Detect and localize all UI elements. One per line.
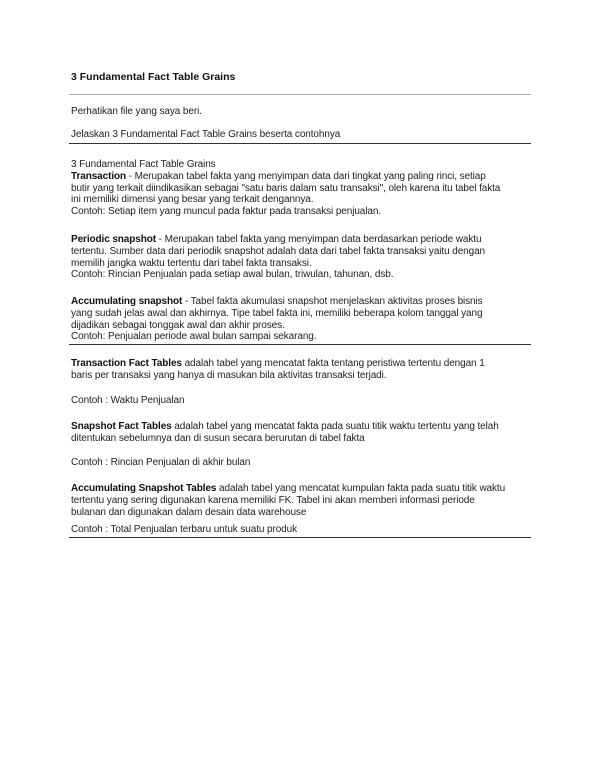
divider [69,94,531,95]
paragraph-line: ini memiliki dimensi yang besar yang terkait dengannya. [71,194,314,206]
paragraph-line: Transaction Fact Tables adalah tabel yang mencatat fakta tentang peristiwa tertentu dengan 1 [71,358,485,369]
term: Snapshot Fact Tables [71,421,172,432]
paragraph-line: bulanan dan digunakan dalam desain data warehouse [71,506,307,518]
page-title: 3 Fundamental Fact Table Grains [71,71,236,83]
paragraph-line: tertentu. Sumber data dari periodik snapshot adalah data dari tabel fakta transaksi yaitu dengan [71,245,486,257]
paragraph-line: Periodic snapshot - Merupakan tabel fakta yang menyimpan data berdasarkan periode waktu [71,234,482,245]
example-line: Contoh: Setiap item yang muncul pada faktur pada transaksi penjualan. [71,206,381,218]
paragraph-line: yang sudah jelas awal dan akhirnya. Tipe tabel fakta ini, memiliki beberapa kolom tanggal yang [71,307,483,319]
accumulating-snapshot-section [71,296,541,343]
paragraph-line: baris per transaksi yang hanya di masukan bila aktivitas transaksi terjadi. [71,369,387,381]
term: Transaction Fact Tables [71,358,182,369]
periodic-snapshot-section [71,234,541,281]
transaction-fact-tables-section [71,358,541,382]
prompt-text: Perhatikan file yang saya beri. [71,106,202,117]
paragraph-line: Snapshot Fact Tables adalah tabel yang mencatat fakta pada suatu titik waktu tertentu yang telah [71,421,499,432]
question-text: Jelaskan 3 Fundamental Fact Table Grains beserta contohnya [71,129,341,140]
term: Accumulating Snapshot Tables [71,483,217,494]
example-line: Contoh : Rincian Penjualan di akhir bulan [71,457,251,468]
paragraph-line: Accumulating snapshot - Tabel fakta akumulasi snapshot menjelaskan aktivitas proses bisnis [71,296,483,307]
paragraph-line: memilih jangka waktu tertentu dari tabel fakta transaksi. [71,257,312,269]
divider [69,537,531,538]
divider [69,344,531,345]
paragraph-line: dijadikan sebagai tonggak awal dan akhir proses. [71,319,285,331]
accumulating-snapshot-tables-section [71,483,541,518]
term: Accumulating snapshot [71,296,183,307]
example-line: Contoh: Rincian Penjualan pada setiap awal bulan, triwulan, tahunan, dsb. [71,269,394,281]
snapshot-fact-tables-section [71,421,541,445]
paragraph-line: Accumulating Snapshot Tables adalah tabel yang mencatat kumpulan fakta pada suatu titik waktu [71,483,506,494]
divider [69,143,531,144]
example-line: Contoh : Total Penjualan terbaru untuk suatu produk [71,524,297,535]
paragraph-line: Transaction - Merupakan tabel fakta yang menyimpan data dari tingkat yang paling rinci, setiap [71,170,486,182]
answer-1 [71,159,541,218]
paragraph-line: tertentu yang sering digunakan karena memiliki FK. Tabel ini akan memberi informasi periode [71,494,475,506]
answer-heading: 3 Fundamental Fact Table Grains [71,159,216,170]
term: Periodic snapshot [71,234,156,245]
paragraph-line: ditentukan sebelumnya dan di susun secara berurutan di tabel fakta [71,432,365,444]
example-line: Contoh : Waktu Penjualan [71,395,185,406]
example-line: Contoh: Penjualan periode awal bulan sampai sekarang. [71,331,317,343]
paragraph-line: butir yang terkait diindikasikan sebagai "satu baris dalam satu transaksi", oleh karena itu tabel fakta [71,182,501,194]
term: Transaction [71,170,127,182]
